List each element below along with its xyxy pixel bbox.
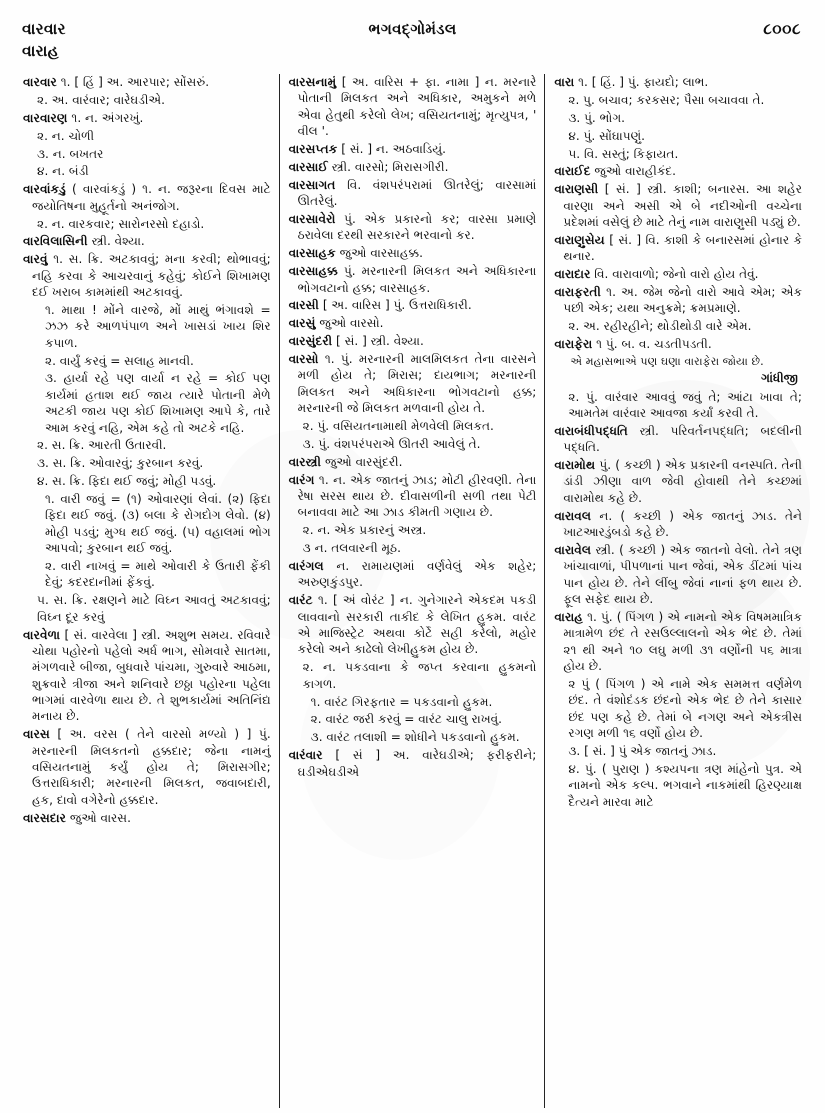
dictionary-entry [289,263,537,296]
entry-headword: વારસાહક [288,246,336,261]
dictionary-entry [554,457,802,506]
entry-definition: [ સં. વારવેલા ] સ્ત્રી. અશુભ સમય. રવિવારે ચોથા પહોરનો પહેલો અર્ધ ભાગ, સોમવારે સાતમા, મંગળવારે બીજા, બુધવારે પાંચમા, ગુરુવારે આઠમા, શુક્રવારે ત્રીજા અને શનિવારે છઠ્ઠા પહોરના પહેલા ભાગમાં વારવેળા થાય છે. તે શુભકાર્યમાં અતિનિંદ્ય મનાય છે. [32,627,271,724]
entry-headword: વારસપ્તક [288,142,338,156]
quotation-attribution: ગાંધીજી [761,371,799,386]
entry-definition: ન. રામાયણમાં વર્ણવેલું એક શહેર; અરુણકુંડપુર. [297,559,537,590]
entry-subsense: ૨. વારી નાખવું = માથે ઓવારી કે ઉતારી ફેંકી દેવું; કદરદાનીમાં ફેંકવું. [45,559,271,590]
page-number: ૮૦૦૮ [763,20,801,38]
entry-headword: વારવારણ [23,110,68,125]
entry-headword: વારસ્ત્રી [288,454,322,469]
entry-definition: ૧ પું. બ. વ. ચડતીપડતી. [592,337,712,352]
entry-definition: [ સં. ] વિ. કાશી કે બનારસમાં હોનાર કે થનાર. [563,232,803,264]
entry-definition: પું. મરનારની મિલકત અને અધિકારના ભોગવટાનો હક્ક; વારસાહક. [297,264,537,295]
entry-definition: ૧. [ અં વોરંટ ] ન. ગુનેગારને એકદમ પકડી લાવવાનો સરકારી તાકીદ કે લેખિત હુકમ. વારંટ એ માજિસ્ટ્રેટ અથવા કોર્ટે સહી કરેલો, મહોર કરેલો અને કાઢેલો લેખીહુકમ હોય છે. [297,593,537,657]
entry-sense: ૫. વિ. સસ્તું; કિફાયત. [568,146,679,161]
entry-sense: ૨. ન. વારકવાર; સારોનરસો દહાડો. [37,216,205,231]
entry-definition: પું. એક પ્રકારનો કર; વારસા પ્રમાણે ઠરાવેલા દરથી સરકારને ભરવાનો કર. [297,212,537,243]
entry-subsense: ૧. માથા ! મોંને વારજે, મોં માથું ભંગાવશે = ઝઝ કરે આળપંપાળ અને ખાસડાં ખાય શિર કપાળ. [45,302,271,350]
entry-definition: સ્ત્રી. વેશ્યા. [87,234,145,249]
entry-sense: ૪. સ. ક્રિ. ફિદા થઈ જવું; મોહી પડવું. [37,474,217,489]
entry-sense: ૨. પુ. બચાવ; કરકસર; પૈસા બચાવવા તે. [568,92,765,107]
entry-headword: વારસ [23,727,50,742]
entry-sense: ૩. [ સં. ] પું એક જાતનું ઝાડ. [568,743,717,758]
entry-definition: [ અ. વારિસ ] પું. ઉત્તરાધિકારી. [318,298,472,313]
columns-container [14,74,811,1114]
entry-headword: વારવિલાસિની [23,234,88,249]
entry-headword: વારાફરતી [554,285,601,299]
entry-sense: ૨. ન. પકડવાના કે જપ્ત કરવાના હુકમનો કાગળ. [302,660,537,691]
dictionary-entry [289,558,537,591]
entry-subsense: ૨. વારંટ જરી કરવું = વારંટ ચાલુ રાખવું. [310,712,503,727]
dictionary-entry [289,315,537,331]
dictionary-entry [289,74,537,140]
dictionary-entry [23,726,271,808]
entry-headword: વારવું [23,252,48,267]
entry-definition: ૧. પું. ( પિંગળ ) એ નામનો એક વિષમમાત્રિક માત્રામેળ છંદ તે રસઉલ્લાલનો એક ભેદ છે. તેમાં ૨૧ થી અને ૧૦ લઘુ મળી ૩૧ વર્ણોની ૫૬ માત્રા હોય છે. [563,609,803,674]
entry-definition: વિ. વારાવાળો; જેનો વારો હોય તેવું. [590,267,759,282]
text-column-1 [14,74,280,1114]
dictionary-entry [554,181,802,230]
dictionary-entry [554,284,802,317]
entry-headword: વારાફેરા [554,337,593,352]
entry-sense: ૫. સ. ક્રિ. રક્ષણને માટે વિઘ્ન આવતું અટકાવવું; વિઘ્ન દૂર કરવું [37,593,271,624]
entry-definition: ૧. ન. અંગરખું. [67,110,144,125]
entry-definition: સ્ત્રી. ( કચ્છી ) એક જાતનો વેલો. તેને ત્રણ ખાંચાવાળાં, પીપળાનાં પાન જેવાં, એક ડીંટમાં પાંચ પાન હોય છે. તેને લીંબુ જેવાં નાનાં ફળ થાય છે. ફૂલ સફેદ થાય છે. [563,542,803,607]
entry-headword: વારવાર [23,75,57,89]
dictionary-entry [23,233,271,249]
entry-definition: ૧. પું. મરનારની માલમિલકત તેના વારસને મળી હોય તે; મિરાસ; દાયભાગ; મરનારની મિલકત અને અધિકારના ભોગવટાનો હક્ક; મરનારની જે મિલકત મળવાની હોય તે. [297,352,537,416]
dictionary-entry [23,251,271,300]
dictionary-entry [554,163,802,179]
entry-definition: જુઓ વારસુંદરી. [321,454,403,469]
dictionary-entry [289,297,537,313]
dictionary-entry [289,454,537,470]
entry-definition: [ અ. વારિસ + ફા. નામા ] ન. મરનારે પોતાની મિલકત અને અધિકાર, અમુકને મળે એવા હેતુથી કરેલો લેખ; વસિયતનામું; મૃત્યુપત્ર, ' વીલ '. [297,75,537,139]
entry-headword: વારંગ [288,472,315,487]
dictionary-entry [554,232,802,265]
entry-sense: ૨. સ. ક્રિ. આરતી ઉતારવી. [37,438,167,453]
entry-headword: વારા [554,75,575,89]
entry-definition: ૧. અ. જેમ જેનો વારો આવે એમ; એક પછી એક; યથા અનુક્રમે; ક્રમપ્રમાણે. [563,285,803,316]
entry-sense: ૨. પું. વારંવાર આવવું જવું તે; આંટા ખાવા તે; આમતેમ વારંવાર આવજા કર્યાં કરવી તે. [568,389,803,420]
entry-headword: વારસાઈ [288,159,328,174]
entry-sense: ૨. પું. વસિયતનામાથી મેળવેલી મિલકત. [302,419,494,433]
dictionary-entry [554,542,802,608]
entry-subsense: ૨. વાર્યું કરવું = સલાહ માનવી. [45,353,194,368]
dictionary-entry [289,747,537,780]
entry-headword: વારંગલ [288,559,324,573]
dictionary-entry [289,351,537,417]
page-header [14,18,811,66]
entry-headword: વારવાંકડું [23,182,66,197]
entry-headword: વારસાહક્ક [288,264,338,279]
entry-definition: જુઓ વારસાહક્ક. [335,246,423,261]
entry-definition: ( વારવાંકડું ) ૧. ન. જરૂરના દિવસ માટે જયોતિષના મુહૂર્તનો અનંજોગ. [32,182,271,213]
entry-headword: વારસું [288,316,316,331]
entry-sense: ૨. ન. એક પ્રકારનું અસ્ત્ર. [302,523,427,538]
entry-definition: સ્ત્રી. વારસો; મિરાસગીરી. [327,159,449,174]
dictionary-entry [289,592,537,658]
text-column-2 [280,74,546,1114]
entry-sense: ૩. પું. ભોગ. [568,110,625,125]
guide-word-top: વારવાર [22,20,66,38]
entry-subsense: ૩. હાર્યા રહે પણ વાર્યા ન રહે = કોઈ પણ કાર્યમાં હતાશ થઈ જાય ત્યારે પોતાની મેળે અટકી જાય પણ કોઈ શિખામણ આપે કે, તારે આમ કરવું નહિ, એમ કહે તો અટકે નહિ. [45,371,271,435]
entry-definition: સ્ત્રી. પરિવર્તનપદ્ધતિ; બદલીની પદ્ધતિ. [563,423,803,455]
entry-sense: ૨. ન. ચોળી [37,128,95,143]
entry-sense: ૪. પું. સોંઘાપણું. [568,128,645,143]
entry-headword: વારાહ [554,609,583,624]
dictionary-entry [289,245,537,261]
entry-definition: [ અ. વરસ ( તેને વારસો મળ્યો ) ] પું. મરનારની મિલકતનો હક્કદાર; જેના નામનું વસિયતનામું કર્યું હોય તે; મિરાસગીર; ઉત્તરાધિકારી; મરનારની મિલકત, જવાબદારી, હક, દાવો વગેરેનો હક્કદાર. [32,727,271,807]
entry-definition: [ સં. ] સ્ત્રી. વેશ્યા. [332,334,424,349]
entry-definition: જુઓ વારાહીકંદ. [590,164,676,179]
entry-headword: વારંવાર [288,748,323,763]
dictionary-entry [554,423,802,456]
entry-headword: વારાબંધીપદ્ધતિ [554,423,628,438]
entry-headword: વારાઈદ [554,164,591,179]
entry-definition: જુઓ વારસ. [66,810,131,825]
dictionary-entry [554,609,802,675]
entry-headword: વારસુંદરી [288,334,333,349]
entry-headword: વારસાગત [288,177,336,192]
dictionary-entry [289,141,537,157]
entry-headword: વારવેળા [23,627,61,642]
dictionary-entry [23,181,271,214]
dictionary-entry [289,159,537,175]
entry-headword: વારસનામું [288,75,337,89]
entry-subsense: ૧. વારંટ ગિરફતાર = પકડવાનો હુકમ. [310,694,493,709]
dictionary-entry [554,508,802,541]
entry-definition: ૧. [ હિં ] અ. આરપાર; સોંસરું. [56,75,210,89]
entry-definition: વિ. વંશપરંપરામાં ઊતરેલું; વારસામાં ઊતરેલું. [297,177,537,209]
entry-definition: [ સં. ] સ્ત્રી. કાશી; બનારસ. આ શહેર વારણા અને અસી એ બે નદીઓની વચ્ચેના પ્રદેશમાં વસેલું છે માટે તેનું નામ વારાણુસી પડ્યું છે. [563,182,803,229]
entry-sense: ૨. અ. વારંવાર; વારેઘડીએ. [37,92,166,107]
entry-subsense: ૧. વારી જવું = (૧) ઓવારણાં લેવાં. (૨) ફિદા ફિદા થઈ જવું. (૩) બલા કે રોગદોગ લેવો. (૪) મોહી પડવું; મુગ્ધ થઈ જવું. (૫) વહાલમાં ભોગ આપવો; કુરબાન થઈ જવું. [45,492,271,556]
entry-definition: ૧. [ હિં. ] પું. ફાયદો; લાભ. [574,75,709,89]
entry-definition: પું. ( કચ્છી ) એક પ્રકારની વનસ્પતિ. તેની ડાંડી ઝીણા વાળ જેવી હોવાથી તેને કચ્છમાં વારામોથ કહે છે. [563,458,803,505]
dictionary-entry [23,74,271,90]
entry-sense: ૨ પું ( પિંગળ ) એ નામે એક સમમત્ત વર્ણમેળ છંદ. તે વંશોદંડક છંદનો એક ભેદ છે તેને કાસાર છંદ પણ કહે છે. તેમાં બે નગણ અને એકત્રીસ રગણ મળી ૧૬ વર્ણો હોય છે. [568,676,803,741]
entry-headword: વારાણુસેય [554,232,605,247]
dictionary-entry [289,211,537,244]
entry-headword: વારંટ [288,593,313,608]
entry-definition: ન. ( કચ્છી ) એક જાતનું ઝાડ. તેને ખાટઆરડુંબડો કહે છે. [563,508,803,540]
entry-definition: જુઓ વારસો. [315,316,384,331]
entry-sense: ૩. ન. બખતર [37,146,104,161]
entry-definition: ૧. ન. એક જાતનું ઝાડ; મોટી હીરવણી. તેના રેષા સરસ થાય છે. દીવાસળીની સળી તથા પેટી બનાવવા માટે આ ઝાડ કીમતી ગણાય છે. [297,472,537,520]
entry-definition: ૧. સ. ક્રિ. અટકાવવું; મના કરવી; થોભાવવું; નહિ કરવા કે આચરવાનું કહેવું; કોઈને શિખામણ દઈ ખરાબ કામમાંથી અટકાવવું. [32,252,271,299]
dictionary-entry [23,810,271,826]
dictionary-entry [554,266,802,282]
entry-headword: વારસી [288,298,319,313]
dictionary-entry [23,110,271,126]
entry-sense: ૩. પું. વંશપરંપરાએ ઊતરી આવેલું તે. [302,436,481,451]
entry-headword: વારાદાર [554,267,591,282]
entry-definition: [ સં ] અ. વારેઘડીએ; ફરીફરીને; ઘડીએઘડીએ [297,748,537,779]
entry-headword: વારસાવેરો [288,212,336,226]
entry-headword: વારસદાર [23,810,67,825]
entry-headword: વારામોથ [554,458,596,473]
entry-sense: ૩. સ. ક્રિ. ઓવારવું; કુરબાન કરવું. [37,456,204,471]
entry-quotation: એ મહાસભાએ પણ ઘણા વારાફેરા જોયા છે. [570,355,764,368]
entry-sense: ૩ ન. તલવારની મૂઠ. [302,541,401,556]
entry-definition: [ સં. ] ન. અઠવાડિયું. [337,142,446,156]
guide-word-bottom: વારાહ [22,42,59,61]
dictionary-entry [23,627,271,725]
dictionary-entry [289,472,537,521]
dictionary-entry [554,336,802,352]
entry-headword: વારાવલ [554,508,592,523]
dictionary-entry [289,177,537,210]
entry-sense: ૨. અ. રહીરહીને; થોડીથોડી વારે એમ. [568,319,752,334]
text-column-3 [545,74,811,1114]
dictionary-entry [554,74,802,90]
entry-subsense: ૩. વારંટ તલાશી = શોધીને પકડવાનો હુકમ. [310,730,520,745]
entry-headword: વારાણસી [554,182,599,197]
entry-headword: વારાવેલ [554,542,592,557]
entry-sense: ૪. ન. બંડી [37,164,89,179]
entry-sense: ૪. પું. ( પુરાણ ) કશ્યપના ત્રણ માંહેનો પુત્ર. એ નામનો એક કલ્પ. ભગવાને નાકમાંથી હિરણ્યાક્ષ દૈત્યને મારવા માટે [568,761,803,809]
dictionary-entry [289,333,537,349]
book-title: ભગવદ્ગોમંડલ [368,20,457,38]
entry-headword: વારસો [288,352,319,366]
